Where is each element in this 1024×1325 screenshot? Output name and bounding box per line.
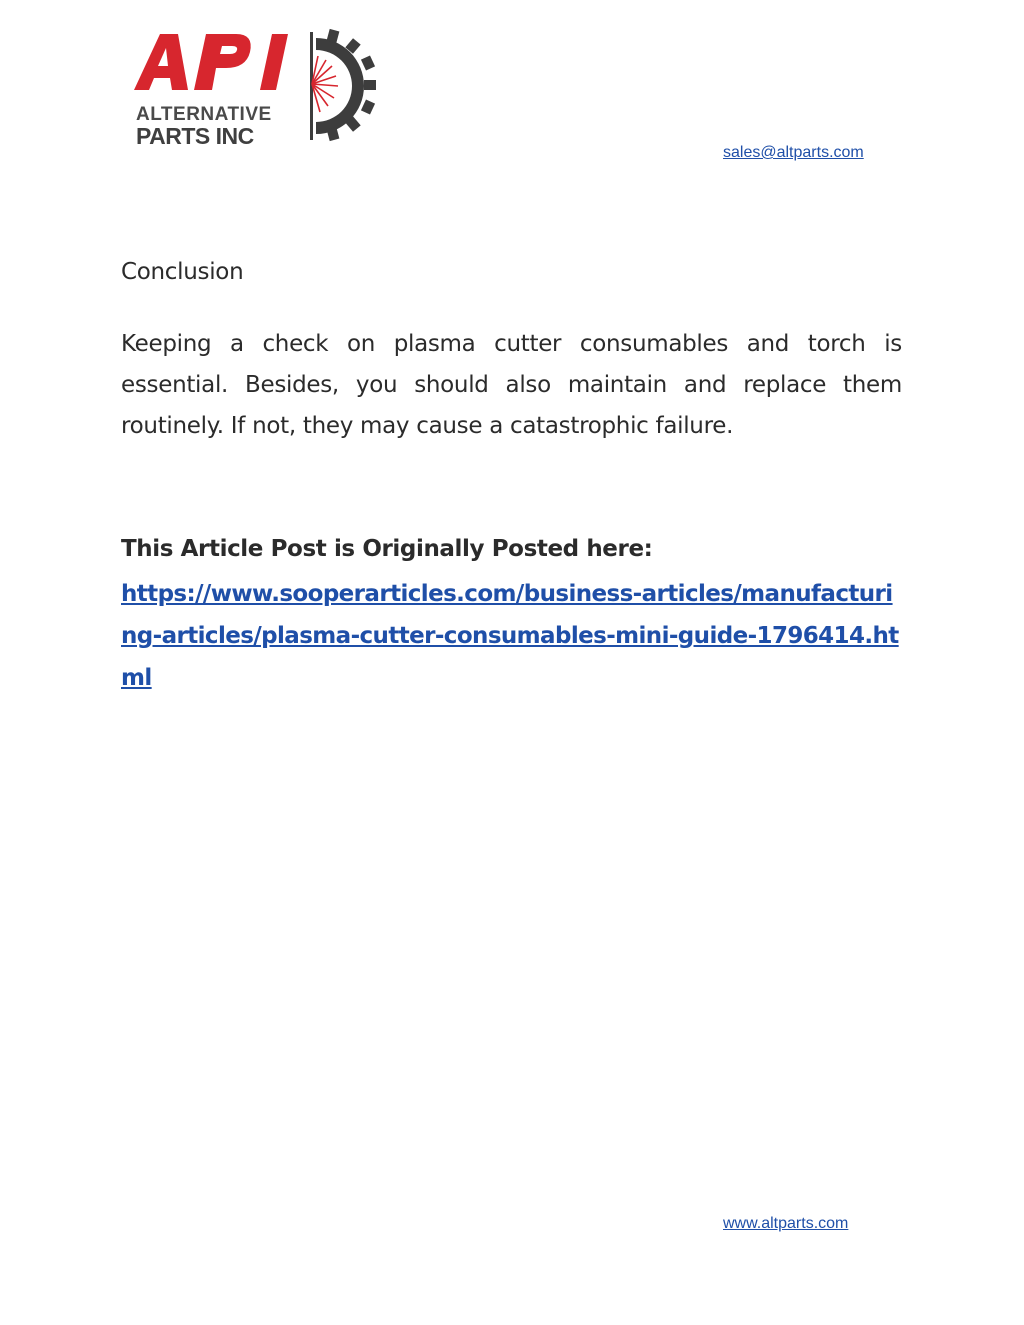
footer-website-link[interactable]: www.altparts.com — [723, 1215, 849, 1232]
company-logo — [132, 26, 380, 149]
email-link[interactable]: sales@altparts.com — [723, 144, 864, 161]
article-body — [121, 250, 902, 699]
logo-text-line1: ALTERNATIVE — [136, 104, 272, 125]
conclusion-paragraph: Keeping a check on plasma cutter consumables and torch is essential. Besides, you should also maintain and replace them routinely. If not, they may cause a catastrophic failure. — [121, 331, 902, 439]
source-url-link[interactable]: https://www.sooperarticles.com/business-articles/manufacturing-articles/plasma-cutter-consumables-mini-guide-1796414.html — [121, 581, 899, 691]
source-heading: This Article Post is Originally Posted here: — [121, 536, 653, 562]
logo-text-line2: PARTS INC — [136, 123, 254, 149]
section-title: Conclusion — [121, 259, 244, 285]
